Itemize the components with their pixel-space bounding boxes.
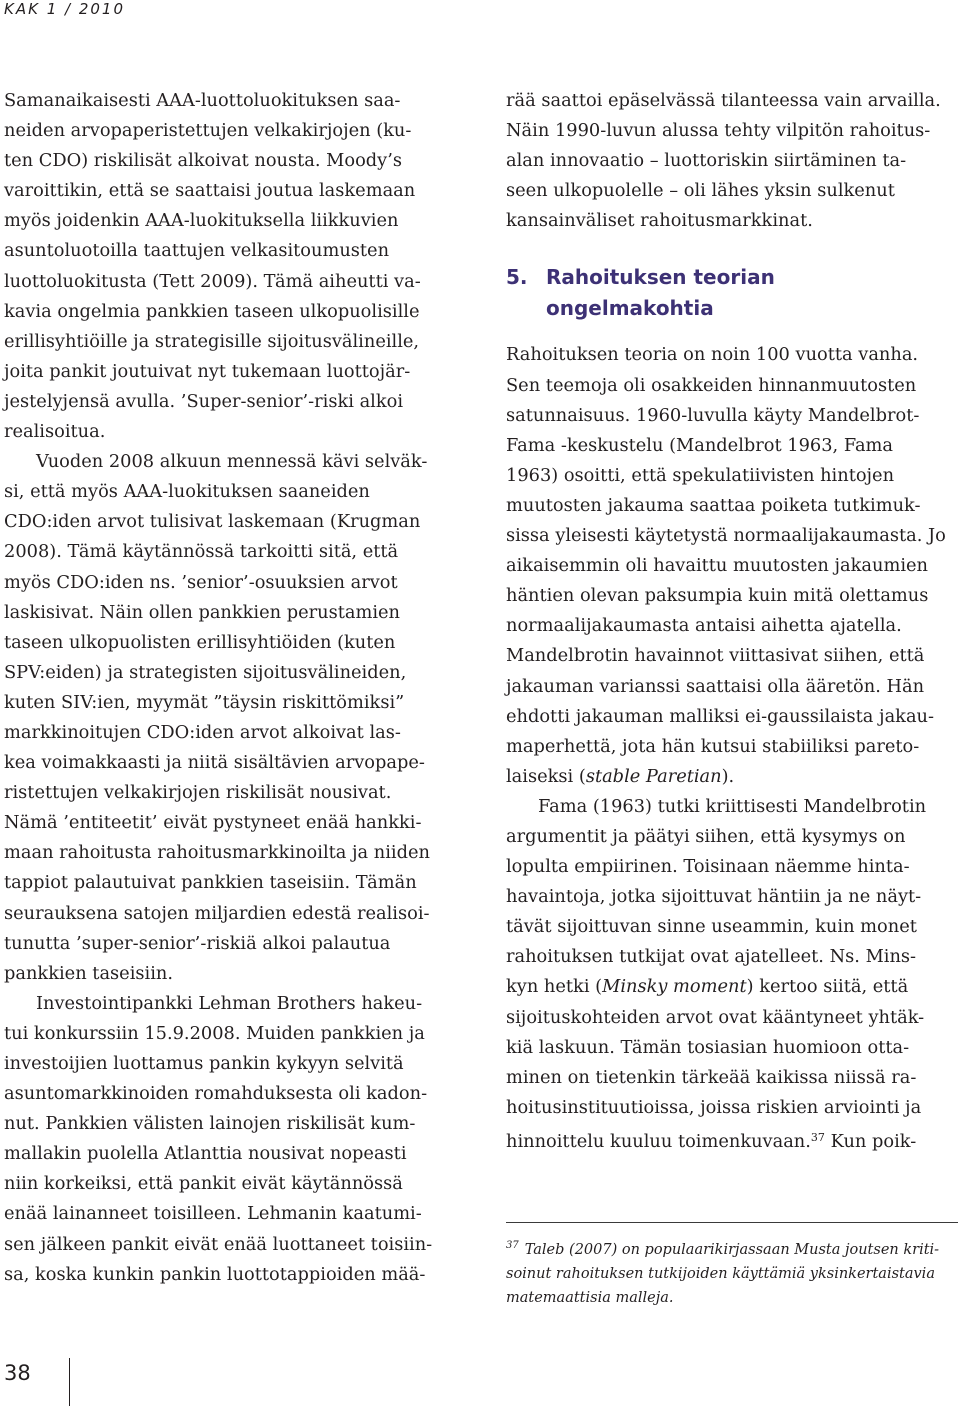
text-line: laskisivat. Näin ollen pankkien perustamien [4,601,400,623]
text-line: kea voimakkaasti ja niitä sisältävien arvopape- [4,752,425,774]
right-column [506,86,958,1157]
text-line: tävät sijoittuvan sinne useammin, kuin monet [506,916,917,938]
text-line: realisoitua. [4,421,106,443]
text-line: Mandelbrotin havainnot viittasivat siihen, että [506,645,925,667]
text-line: häntien olevan paksumpia kuin mitä olettamus [506,585,929,607]
text-line: minen on tietenkin tärkeää kaikissa niissä ra- [506,1066,917,1088]
footnote-reference[interactable]: 37 [810,1130,825,1144]
text-line: CDO:iden arvot tulisivat laskemaan (Krugman [4,511,421,533]
text-line: aikaisemmin oli havaittu muutosten jakaumien [506,555,929,577]
line-text: laiseksi ( [506,765,586,787]
footnote-number: 37 [506,1240,519,1251]
text-line: 1963) osoitti, että spekulatiivisten hintojen [506,464,895,486]
paragraph-1 [4,86,460,447]
page-number: 38 [4,1361,31,1385]
text-line: lopulta empiirinen. Toisinaan näemme hinta- [506,856,910,878]
text-line: Sen teemoja oli osakkeiden hinnanmuutosten [506,374,917,396]
footnote [506,1234,956,1310]
text-line: kiä laskuun. Tämän tosiasian huomioon otta- [506,1036,910,1058]
paragraph-3 [4,989,460,1290]
text-line: havaintoja, jotka sijoittuvat häntiin ja ne näyt- [506,886,922,908]
text-line: myös CDO:iden ns. ’senior’-osuuksien arvot [4,571,398,593]
text-line: sijoituskohteiden arvot ovat kääntyneet yhtäk- [506,1006,925,1028]
italic-term: stable Paretian [585,765,722,787]
text-line: Näin 1990-luvun alussa tehty vilpitön rahoitus- [506,120,931,142]
footnote-rule [506,1222,958,1223]
text-line: Rahoituksen teoria on noin 100 vuotta vanha. [506,344,919,366]
text-line: enää lainanneet toisilleen. Lehmanin kaatumi- [4,1203,422,1225]
text-line: Investointipankki Lehman Brothers hakeu- [36,992,423,1014]
text-line: Nämä ’entiteetit’ eivät pystyneet enää hankki- [4,812,422,834]
text-line: sen jälkeen pankit eivät enää luottaneet toisiin- [4,1233,433,1255]
text-line: investoijien luottamus pankin kykyyn selvitä [4,1053,404,1074]
text-line: kuten SIV:ien, myymät ”täysin riskittömiksi” [4,691,405,713]
text-line: soinut rahoituksen tutkijoiden käyttämiä yksinkertaistavia [506,1265,935,1282]
text-line: argumentit ja päätyi siihen, että kysymys on [506,825,906,847]
text-line: matemaattisia malleja. [506,1289,674,1306]
text-line: tunutta ’super-senior’-riskiä alkoi palautua [4,932,391,954]
text-line: maperhettä, jota hän kutsui stabiiliksi pareto- [506,735,920,757]
text-line: jestelyjensä avulla. ’Super-senior’-riski alkoi [4,390,404,412]
text-line: taseen ulkopuolisten erillisyhtiöiden (kuten [4,631,396,653]
text-line: sa, koska kunkin pankin luottotappioiden mää- [4,1263,426,1285]
paragraph-2 [4,447,460,989]
text-line: maan rahoitusta rahoitusmarkkinoilta ja niiden [4,842,430,864]
text-line: Taleb (2007) on populaarikirjassaan Musta joutsen kriti- [524,1241,940,1258]
text-line: si, että myös AAA-luokituksen saaneiden [4,481,370,503]
text-line: normaalijakaumasta antaisi aihetta ajatella. [506,615,902,637]
section-number: 5. [506,265,528,290]
line-text: ). [721,765,735,787]
italic-term: Minsky moment [602,976,747,998]
text-line: asuntoluotoilla taattujen velkasitoumusten [4,240,390,262]
text-line: alan innovaatio – luottoriskin siirtäminen ta- [506,150,907,172]
left-column [4,86,460,1290]
line-text: hinnoittelu kuuluu toimenkuvaan. [506,1130,811,1152]
text-line: rää saattoi epäselvässä tilanteessa vain arvailla. [506,90,941,111]
line-text: kyn hetki ( [506,976,603,998]
text-line: luottoluokitusta (Tett 2009). Tämä aiheutti va- [4,270,421,292]
text-line: jakauman varianssi saattaisi olla ääretön. Hän [506,675,925,697]
section-title: Rahoituksen teorian ongelmakohtia [546,265,775,321]
text-line: sissa yleisesti käytetystä normaalijakaumasta. Jo [506,525,946,547]
page-number-rule [69,1358,70,1406]
text-line: Fama (1963) tutki kriittisesti Mandelbrotin [538,795,927,817]
text-line: satunnaisuus. 1960-luvulla käyty Mandelbrot- [506,404,920,426]
text-line: kavia ongelmia pankkien taseen ulkopuolisille [4,300,420,322]
paragraph-theory [506,340,958,791]
text-line: asuntomarkkinoiden romahduksesta oli kadon- [4,1083,428,1105]
text-line: rahoituksen tutkijat ovat ajatelleet. Ns. Mins- [506,946,917,968]
text-line: erillisyhtiöille ja strategisille sijoitusvälineille, [4,330,420,352]
text-line: ten CDO) riskilisät alkoivat nousta. Moody’s [4,150,402,172]
text-line: tappiot palautuivat pankkien taseisiin. Tämän [4,872,417,894]
line-text: Kun poik- [824,1130,917,1152]
text-line: myös joidenkin AAA-luokituksella liikkuvien [4,210,399,232]
text-line: neiden arvopaperistettujen velkakirjojen (ku- [4,120,412,142]
text-line: markkinoitujen CDO:iden arvot alkoivat las- [4,721,401,743]
text-line: hoitusinstituutioissa, joissa riskien arviointi ja [506,1096,922,1118]
section-heading [506,262,958,324]
journal-header: KAK 1 / 2010 [4,0,126,18]
text-line: joita pankit joutuivat nyt tukemaan luottojär- [4,360,411,382]
text-line: muutosten jakauma saattaa poiketa tutkimuk- [506,494,921,516]
text-line: niin korkeiksi, että pankit eivät käytännössä [4,1173,403,1195]
text-line: Samanaikaisesti AAA-luottoluokituksen saa- [4,90,401,111]
text-line: Fama -keskustelu (Mandelbrot 1963, Fama [506,434,894,456]
text-line: seurauksena satojen miljardien edestä realisoi- [4,902,430,924]
text-line: nut. Pankkien välisten lainojen riskilisät kum- [4,1113,416,1135]
text-line: kansainväliset rahoitusmarkkinat. [506,210,813,232]
paragraph-continuation [506,86,958,236]
text-line: mallakin puolella Atlanttia nousivat nopeasti [4,1143,407,1165]
text-line: 2008). Tämä käytännössä tarkoitti sitä, että [4,541,399,563]
text-line: Vuoden 2008 alkuun mennessä kävi selväk- [36,451,428,473]
text-line: ristettujen velkakirjojen riskilisät nousivat. [4,782,392,804]
text-line: SPV:eiden) ja strategisten sijoitusvälineiden, [4,661,407,683]
text-line: pankkien taseisiin. [4,962,173,984]
text-line: tui konkurssiin 15.9.2008. Muiden pankkien ja [4,1022,425,1044]
text-line: varoittikin, että se saattaisi joutua laskemaan [4,180,416,202]
text-line: seen ulkopuolelle – oli lähes yksin sulkenut [506,180,895,202]
paragraph-fama [506,792,958,1157]
text-line: ehdotti jakauman malliksi ei-gaussilaista jakau- [506,705,935,727]
line-text: ) kertoo siitä, että [746,976,909,998]
